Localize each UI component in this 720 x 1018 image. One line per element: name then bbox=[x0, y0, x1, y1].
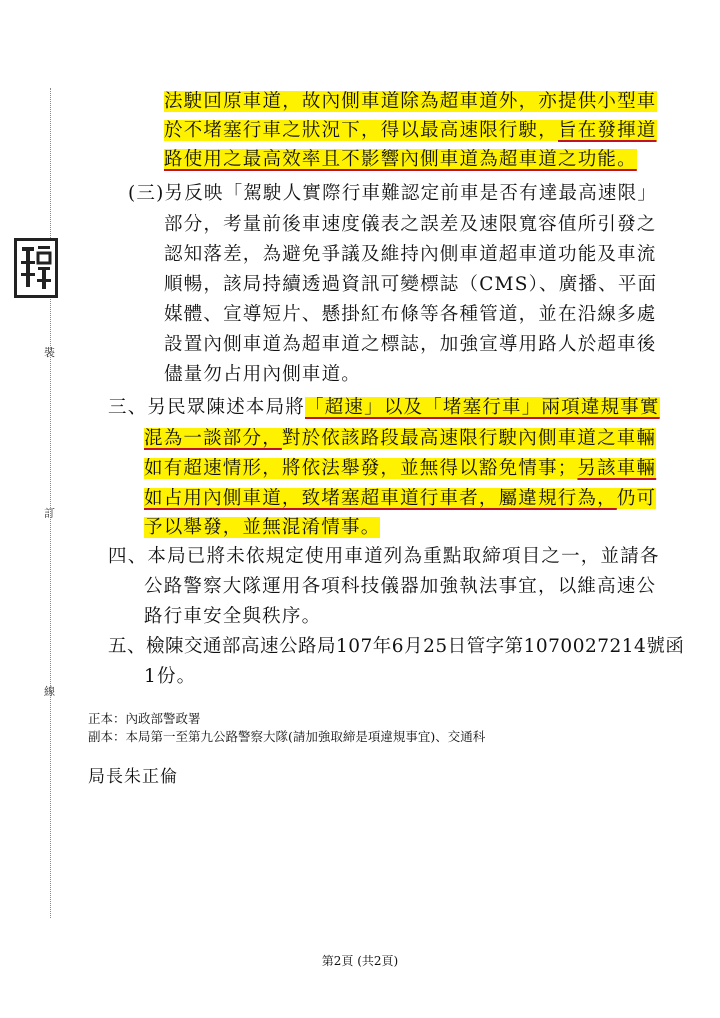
item3-line-3 bbox=[144, 456, 656, 482]
item3-prefix: 三、另民眾陳述本局將 bbox=[108, 397, 306, 418]
item3-line-4-hl-b: 仍可 bbox=[616, 488, 657, 509]
binding-char-ding: 訂 bbox=[44, 507, 55, 520]
item3-line-2-hl-a: 混為一談部分， bbox=[144, 428, 282, 449]
top-line-1-text: 法駛回原車道，故內側車道除為超車道外，亦提供小型車 bbox=[164, 91, 657, 112]
sub3-line-7: 儘量勿占用內側車道。 bbox=[164, 364, 362, 385]
item5-line-2: 1份。 bbox=[144, 666, 197, 687]
item3-line-5 bbox=[144, 515, 380, 541]
top-line-2-text-b: 旨在發揮道 bbox=[558, 120, 657, 141]
top-line-3-text: 路使用之最高效率且不影響內側車道為超車道之功能。 bbox=[164, 149, 637, 170]
item3-line-3-hl-b: 另該車輛 bbox=[577, 458, 657, 479]
binding-line bbox=[50, 88, 51, 918]
sub3-line-2: 部分，考量前後車速度儀表之誤差及速限寬容值所引發之 bbox=[164, 214, 657, 235]
top-line-2 bbox=[164, 118, 657, 144]
archive-stamp-glyph bbox=[19, 243, 53, 293]
item3-line-3-hl-a: 如有超速情形，將依法舉發，並無得以豁免情事； bbox=[144, 458, 578, 479]
sub3-line-4: 順暢，該局持續透過資訊可變標誌（CMS）、廣播、平面 bbox=[164, 274, 658, 295]
item3-line-4-hl-a: 如占用內側車道，致堵塞超車道行車者，屬違規行為， bbox=[144, 488, 617, 509]
archive-stamp bbox=[14, 238, 58, 298]
item4-line-2: 公路警察大隊運用各項科技儀器加強執法事宜，以維高速公 bbox=[144, 576, 657, 597]
item5-line-1: 五、檢陳交通部高速公路局107年6月25日管字第1070027214號函 bbox=[108, 636, 685, 657]
item3-line-5-hl: 予以舉發，並無混淆情事。 bbox=[144, 517, 381, 538]
item3-line-4 bbox=[144, 486, 656, 512]
top-line-3 bbox=[164, 147, 637, 173]
sub3-line-6: 設置內側車道為超車道之標誌，加強宣導用路人於超車後 bbox=[164, 334, 657, 355]
binding-char-zhuang: 裝 bbox=[44, 346, 55, 359]
sub3-line-5: 媒體、宣導短片、懸掛紅布條等各種管道，並在沿線多處 bbox=[164, 304, 657, 325]
top-line-2-text-a: 於不堵塞行車之狀況下，得以最高速限行駛， bbox=[164, 120, 559, 141]
sub3-line-3: 認知落差，為避免爭議及維持內側車道超車道功能及車流 bbox=[164, 244, 657, 265]
signature: 局長朱正倫 bbox=[88, 767, 178, 787]
distribution-main: 正本：內政部警政署 bbox=[88, 711, 201, 726]
item3-line-1-hl: 「超速」以及「堵塞行車」兩項違規事實 bbox=[305, 397, 660, 418]
distribution-copy: 副本：本局第一至第九公路警察大隊(請加強取締是項違規事宜)、交通科 bbox=[88, 729, 486, 744]
sub3-line-1: (三)另反映「駕駛人實際行車難認定前車是否有達最高速限」 bbox=[128, 183, 658, 204]
item4-line-3: 路行車安全與秩序。 bbox=[144, 606, 322, 627]
item4-line-1: 四、本局已將未依規定使用車道列為重點取締項目之一，並請各 bbox=[108, 546, 660, 567]
item3-line-2 bbox=[144, 426, 656, 452]
item3-line-1 bbox=[108, 395, 660, 421]
top-line-1 bbox=[164, 89, 657, 115]
page-footer: 第2頁 (共2頁) bbox=[321, 954, 399, 968]
item3-line-2-hl-b: 對於依該路段最高速限行駛內側車道之車輛 bbox=[281, 428, 657, 449]
binding-char-xian: 線 bbox=[44, 685, 55, 698]
